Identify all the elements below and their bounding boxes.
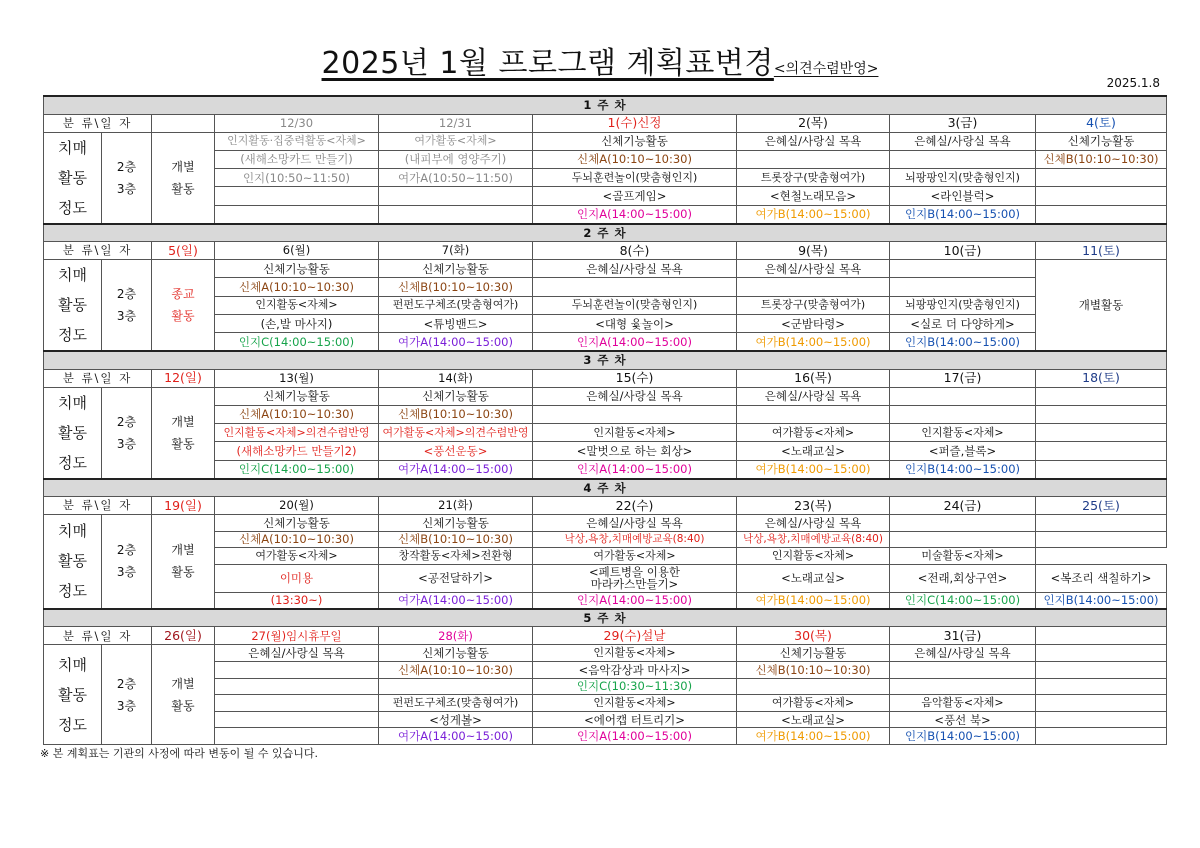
schedule-cell: 은혜실/사랑실 목욕: [737, 260, 890, 278]
week-label: 5 주 차: [44, 609, 1167, 627]
floor-label: 2층 3층: [102, 260, 152, 352]
schedule-cell: [1036, 678, 1167, 695]
day-header: 16(목): [737, 369, 890, 387]
schedule-cell: 신체B(10:10~10:30): [1036, 150, 1167, 168]
day-header: 8(수): [533, 242, 737, 260]
schedule-cell: [1036, 661, 1167, 678]
day-header: 12/30: [215, 114, 379, 132]
schedule-cell: 은혜실/사랑실 목욕: [890, 132, 1036, 150]
day-header: [152, 114, 215, 132]
schedule-cell: [215, 205, 379, 223]
schedule-cell: [215, 695, 379, 712]
category-date-header: 분 류\일 자: [44, 242, 152, 260]
day-header: [1036, 627, 1167, 645]
week-label: 4 주 차: [44, 479, 1167, 497]
schedule-cell: 인지C(14:00~15:00): [215, 460, 379, 478]
day-header: 25(토): [1036, 497, 1167, 515]
schedule-cell: 두뇌훈련놀이(맞춤형인지): [533, 169, 737, 187]
schedule-cell: 인지A(14:00~15:00): [533, 592, 737, 609]
schedule-cell: [1036, 531, 1167, 548]
day-header: 21(화): [379, 497, 533, 515]
schedule-cell: 여가B(14:00~15:00): [737, 460, 890, 478]
category-date-header: 분 류\일 자: [44, 627, 152, 645]
day-header: 22(수): [533, 497, 737, 515]
schedule-cell: 여가활동<자체>: [533, 548, 737, 565]
schedule-cell: (손,발 마사지): [215, 314, 379, 332]
schedule-cell: [737, 678, 890, 695]
day-header: 2(목): [737, 114, 890, 132]
schedule-cell: [215, 678, 379, 695]
schedule-cell: 신체기능활동: [215, 387, 379, 405]
schedule-cell: 인지B(14:00~15:00): [890, 205, 1036, 223]
day-header: 24(금): [890, 497, 1036, 515]
schedule-cell: <성게볼>: [379, 711, 533, 728]
schedule-cell: [890, 531, 1036, 548]
day-header: 19(일): [152, 497, 215, 515]
schedule-cell: 여가A(14:00~15:00): [379, 460, 533, 478]
day-header: 10(금): [890, 242, 1036, 260]
schedule-cell: 인지활동<자체>의견수렴반영: [215, 424, 379, 442]
day-header: 30(목): [737, 627, 890, 645]
day-header: 27(월)임시휴무일: [215, 627, 379, 645]
schedule-cell: 인지활동<자체>: [533, 645, 737, 662]
day-header: 31(금): [890, 627, 1036, 645]
category-label: 치매 활동 정도: [44, 387, 102, 479]
category-label: 치매 활동 정도: [44, 645, 102, 745]
schedule-cell: 인지B(14:00~15:00): [1036, 592, 1167, 609]
schedule-cell: [1036, 169, 1167, 187]
schedule-cell: 인지활동<자체>: [215, 296, 379, 314]
schedule-cell: 인지C(14:00~15:00): [215, 333, 379, 351]
schedule-cell: <군밤타령>: [737, 314, 890, 332]
schedule-cell: 신체기능활동: [379, 515, 533, 532]
schedule-cell: <노래교실>: [737, 564, 890, 592]
schedule-cell: 인지활동·집중력활동<자체>: [215, 132, 379, 150]
schedule-cell: 신체기능활동: [1036, 132, 1167, 150]
schedule-cell: 뇌팡팡인지(맞춤형인지): [890, 296, 1036, 314]
schedule-cell: [1036, 205, 1167, 223]
schedule-cell: 은혜실/사랑실 목욕: [215, 645, 379, 662]
table-row: [44, 497, 1167, 515]
schedule-cell: <풍선 북>: [890, 711, 1036, 728]
schedule-cell: 낙상,욕창,치매예방교육(8:40): [533, 531, 737, 548]
schedule-cell: 신체B(10:10~10:30): [379, 278, 533, 296]
schedule-cell: [890, 260, 1036, 278]
table-row: [44, 351, 1167, 369]
schedule-cell: [737, 150, 890, 168]
schedule-cell: 여가B(14:00~15:00): [737, 333, 890, 351]
schedule-cell: [890, 661, 1036, 678]
schedule-cell: 인지활동<자체>: [533, 424, 737, 442]
category-date-header: 분 류\일 자: [44, 369, 152, 387]
schedule-cell: [890, 150, 1036, 168]
schedule-cell: 낙상,욕창,치매예방교육(8:40): [737, 531, 890, 548]
schedule-cell: 신체A(10:10~10:30): [533, 150, 737, 168]
activity-kind: 종교 활동: [152, 260, 215, 352]
schedule-cell: [890, 387, 1036, 405]
day-header: 4(토): [1036, 114, 1167, 132]
schedule-cell: [1036, 515, 1167, 532]
schedule-cell: 신체A(10:10~10:30): [215, 531, 379, 548]
schedule-cell: [1036, 387, 1167, 405]
category-label: 치매 활동 정도: [44, 260, 102, 352]
schedule-cell: <대형 윷놀이>: [533, 314, 737, 332]
schedule-cell: [1036, 645, 1167, 662]
category-date-header: 분 류\일 자: [44, 114, 152, 132]
table-row: [44, 627, 1167, 645]
schedule-cell: [215, 728, 379, 745]
schedule-cell: <노래교실>: [737, 711, 890, 728]
schedule-cell: 신체기능활동: [215, 260, 379, 278]
schedule-cell: 신체기능활동: [379, 260, 533, 278]
schedule-cell: 신체기능활동: [737, 645, 890, 662]
schedule-cell: 신체B(10:10~10:30): [379, 531, 533, 548]
schedule-cell: 인지B(14:00~15:00): [890, 460, 1036, 478]
schedule-cell: 여가A(10:50~11:50): [379, 169, 533, 187]
schedule-cell: 펀펀도구체조(맞춤형여가): [379, 695, 533, 712]
schedule-cell: 여가B(14:00~15:00): [737, 728, 890, 745]
day-header: 26(일): [152, 627, 215, 645]
schedule-cell: 인지활동<자체>: [533, 695, 737, 712]
category-date-header: 분 류\일 자: [44, 497, 152, 515]
schedule-cell: [737, 278, 890, 296]
schedule-cell: 인지A(14:00~15:00): [533, 728, 737, 745]
day-header: 13(월): [215, 369, 379, 387]
category-label: 치매 활동 정도: [44, 132, 102, 224]
schedule-cell: [890, 278, 1036, 296]
schedule-cell: 인지A(14:00~15:00): [533, 333, 737, 351]
schedule-cell: 신체기능활동: [379, 645, 533, 662]
schedule-cell: 신체A(10:10~10:30): [215, 405, 379, 423]
schedule-cell: [379, 205, 533, 223]
schedule-cell: 인지(10:50~11:50): [215, 169, 379, 187]
schedule-cell: 여가활동<자체>: [737, 424, 890, 442]
schedule-cell: 인지C(10:30~11:30): [533, 678, 737, 695]
schedule-cell: 인지C(14:00~15:00): [890, 592, 1036, 609]
title-main: 2025년 1월 프로그램 계획표변경: [321, 46, 774, 81]
schedule-cell: <음악감상과 마사지>: [533, 661, 737, 678]
schedule-cell: [1036, 460, 1167, 478]
day-header: 12(일): [152, 369, 215, 387]
table-row: [44, 260, 1167, 278]
day-header: 15(수): [533, 369, 737, 387]
saturday-activity: 개별활동: [1036, 260, 1167, 352]
schedule-cell: [1036, 424, 1167, 442]
document-title: [0, 38, 1200, 82]
day-header: 11(토): [1036, 242, 1167, 260]
schedule-cell: 여가활동<자체>의견수렴반영: [379, 424, 533, 442]
activity-kind: 개별 활동: [152, 645, 215, 745]
schedule-cell: 은혜실/사랑실 목욕: [533, 515, 737, 532]
floor-label: 2층 3층: [102, 515, 152, 609]
table-row: [44, 369, 1167, 387]
schedule-cell: 신체B(10:10~10:30): [379, 405, 533, 423]
schedule-cell: <노래교실>: [737, 442, 890, 460]
schedule-cell: (새해소망카드 만들기2): [215, 442, 379, 460]
footnote: ※ 본 계획표는 기관의 사정에 따라 변동이 될 수 있습니다.: [40, 747, 318, 760]
activity-kind: 개별 활동: [152, 515, 215, 609]
schedule-cell: 뇌팡팡인지(맞춤형인지): [890, 169, 1036, 187]
schedule-cell: 여가B(14:00~15:00): [737, 592, 890, 609]
table-row: [44, 224, 1167, 242]
schedule-cell: 여가활동<자체>: [215, 548, 379, 565]
schedule-cell: [215, 187, 379, 205]
schedule-cell: 인지활동<자체>: [737, 548, 890, 565]
floor-label: 2층 3층: [102, 132, 152, 224]
schedule-cell: <골프게임>: [533, 187, 737, 205]
day-header: 17(금): [890, 369, 1036, 387]
schedule-cell: 인지B(14:00~15:00): [890, 728, 1036, 745]
week-label: 2 주 차: [44, 224, 1167, 242]
schedule-table: [43, 95, 1167, 745]
schedule-cell: <말벗으로 하는 회상>: [533, 442, 737, 460]
schedule-cell: 은혜실/사랑실 목욕: [533, 387, 737, 405]
schedule-cell: [215, 711, 379, 728]
day-header: 18(토): [1036, 369, 1167, 387]
floor-label: 2층 3층: [102, 645, 152, 745]
document-date: 2025.1.8: [1106, 76, 1160, 90]
schedule-cell: 인지A(14:00~15:00): [533, 205, 737, 223]
schedule-cell: [1036, 695, 1167, 712]
table-row: [44, 96, 1167, 114]
schedule-cell: <페트병을 이용한 마라카스만들기>: [533, 564, 737, 592]
schedule-cell: <실로 더 다양하게>: [890, 314, 1036, 332]
schedule-cell: 은혜실/사랑실 목욕: [533, 260, 737, 278]
table-row: [44, 645, 1167, 662]
schedule-cell: 은혜실/사랑실 목욕: [737, 132, 890, 150]
schedule-cell: [737, 405, 890, 423]
schedule-cell: [890, 678, 1036, 695]
week-label: 3 주 차: [44, 351, 1167, 369]
schedule-cell: <에어캡 터트리기>: [533, 711, 737, 728]
day-header: 14(화): [379, 369, 533, 387]
schedule-cell: (내피부에 영양주기): [379, 150, 533, 168]
schedule-cell: 은혜실/사랑실 목욕: [890, 645, 1036, 662]
schedule-cell: 여가A(14:00~15:00): [379, 728, 533, 745]
day-header: 23(목): [737, 497, 890, 515]
schedule-cell: 은혜실/사랑실 목욕: [737, 515, 890, 532]
week-label: 1 주 차: [44, 96, 1167, 114]
schedule-cell: <라인블럭>: [890, 187, 1036, 205]
table-row: [44, 132, 1167, 150]
table-row: [44, 242, 1167, 260]
day-header: 1(수)신정: [533, 114, 737, 132]
day-header: 6(월): [215, 242, 379, 260]
schedule-cell: 여가B(14:00~15:00): [737, 205, 890, 223]
day-header: 28(화): [379, 627, 533, 645]
schedule-cell: 여가A(14:00~15:00): [379, 592, 533, 609]
table-row: [44, 387, 1167, 405]
schedule-cell: [890, 405, 1036, 423]
schedule-cell: 여가A(14:00~15:00): [379, 333, 533, 351]
schedule-cell: 미술활동<자체>: [890, 548, 1036, 565]
schedule-cell: 인지A(14:00~15:00): [533, 460, 737, 478]
schedule-cell: <퍼즐,블록>: [890, 442, 1036, 460]
schedule-cell: <튜빙밴드>: [379, 314, 533, 332]
schedule-cell: 펀펀도구체조(맞춤형여가): [379, 296, 533, 314]
table-row: [44, 114, 1167, 132]
schedule-cell: [1036, 187, 1167, 205]
schedule-cell: 인지B(14:00~15:00): [890, 333, 1036, 351]
schedule-cell: 신체기능활동: [533, 132, 737, 150]
schedule-cell: 신체A(10:10~10:30): [379, 661, 533, 678]
day-header: 29(수)설날: [533, 627, 737, 645]
schedule-cell: [379, 187, 533, 205]
schedule-cell: 여가활동<자체>: [737, 695, 890, 712]
schedule-cell: 두뇌훈련놀이(맞춤형인지): [533, 296, 737, 314]
title-sub: <의견수렴반영>: [773, 61, 879, 77]
schedule-cell: [1036, 442, 1167, 460]
schedule-cell: [533, 405, 737, 423]
schedule-cell: [1036, 711, 1167, 728]
schedule-cell: 신체B(10:10~10:30): [737, 661, 890, 678]
schedule-cell: 트롯장구(맞춤형여가): [737, 296, 890, 314]
schedule-cell: <공전달하기>: [379, 564, 533, 592]
activity-kind: 개별 활동: [152, 387, 215, 479]
schedule-cell: 여가활동<자체>: [379, 132, 533, 150]
schedule-cell: 신체기능활동: [215, 515, 379, 532]
table-row: [44, 515, 1167, 532]
schedule-cell: <현철노래모음>: [737, 187, 890, 205]
schedule-cell: 창작활동<자체>전환형: [379, 548, 533, 565]
day-header: 3(금): [890, 114, 1036, 132]
day-header: 20(월): [215, 497, 379, 515]
day-header: 7(화): [379, 242, 533, 260]
table-row: [44, 609, 1167, 627]
schedule-cell: [215, 661, 379, 678]
schedule-cell: [890, 515, 1036, 532]
schedule-cell: [1036, 405, 1167, 423]
day-header: 5(일): [152, 242, 215, 260]
day-header: 12/31: [379, 114, 533, 132]
table-row: [44, 479, 1167, 497]
schedule-cell: [379, 678, 533, 695]
schedule-cell: [533, 278, 737, 296]
schedule-cell: (13:30~): [215, 592, 379, 609]
schedule-cell: <복조리 색칠하기>: [1036, 564, 1167, 592]
schedule-cell: <풍선운동>: [379, 442, 533, 460]
schedule-cell: 은혜실/사랑실 목욕: [737, 387, 890, 405]
schedule-cell: 트롯장구(맞춤형여가): [737, 169, 890, 187]
category-label: 치매 활동 정도: [44, 515, 102, 609]
schedule-cell: 이미용: [215, 564, 379, 592]
schedule-cell: (새해소망카드 만들기): [215, 150, 379, 168]
schedule-cell: <전래,회상구연>: [890, 564, 1036, 592]
schedule-cell: 음악활동<자체>: [890, 695, 1036, 712]
schedule-cell: 신체A(10:10~10:30): [215, 278, 379, 296]
schedule-cell: [1036, 728, 1167, 745]
schedule-cell: 인지활동<자체>: [890, 424, 1036, 442]
floor-label: 2층 3층: [102, 387, 152, 479]
day-header: 9(목): [737, 242, 890, 260]
activity-kind: 개별 활동: [152, 132, 215, 224]
schedule-cell: 신체기능활동: [379, 387, 533, 405]
